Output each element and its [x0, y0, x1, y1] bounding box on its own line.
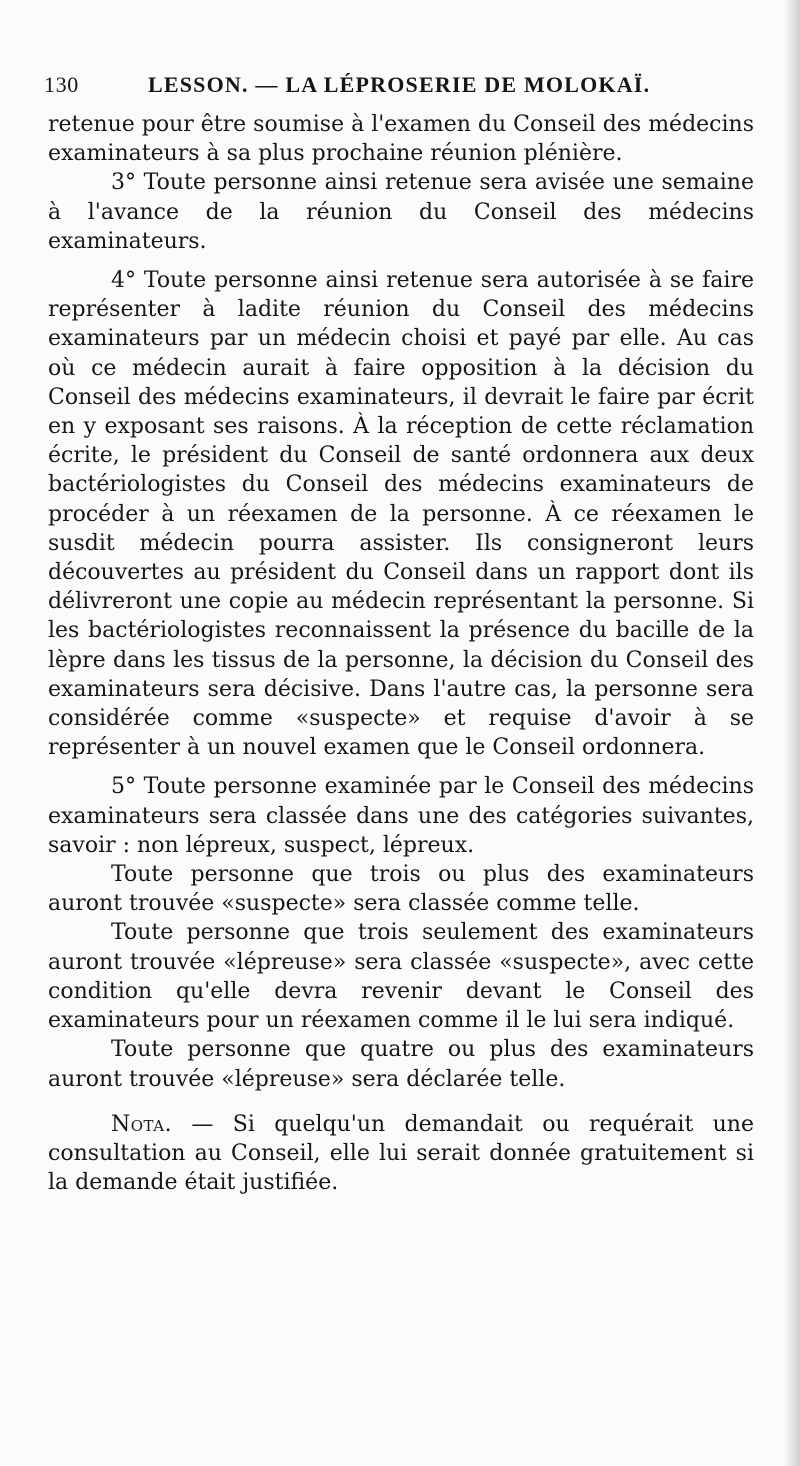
- page-edge-shadow: [784, 0, 800, 1466]
- body-text: [48, 110, 754, 1197]
- paragraph-four-examiners-rule: Toute personne que quatre ou plus des examinateurs auront trouvée «lépreuse» sera déclarée telle.: [48, 1037, 754, 1092]
- nota-text: — Si quelqu'un demandait ou requérait une consultation au Conseil, elle lui serait donnée gratuitement si la demande était justifiée.: [48, 1111, 754, 1196]
- running-head-title: LESSON. — LA LÉPROSERIE DE MOLOKAÏ.: [148, 72, 651, 97]
- paragraph-three-examiners-rule: Toute personne que trois seulement des examinateurs auront trouvée «lépreuse» sera classée «suspecte», avec cette condition qu'elle devra revenir devant le Conseil des examinateurs pour un réexamen comme il le lui sera indiqué.: [48, 920, 754, 1034]
- nota-label: Nota.: [111, 1111, 173, 1137]
- paragraph-continuation: retenue pour être soumise à l'examen du Conseil des médecins examinateurs à sa plus prochaine réunion plénière.: [48, 112, 754, 167]
- running-head: [44, 70, 754, 106]
- paragraph-item-5: 5° Toute personne examinée par le Conseil des médecins examinateurs sera classée dans une des catégories suivantes, savoir : non lépreux, suspect, lépreux.: [48, 774, 754, 858]
- paragraph-suspect-rule: Toute personne que trois ou plus des examinateurs auront trouvée «suspecte» sera classée comme telle.: [48, 862, 754, 917]
- nota-paragraph: [48, 1110, 754, 1198]
- paragraph-item-4: 4° Toute personne ainsi retenue sera autorisée à se faire représenter à ladite réunion du Conseil des médecins examinateurs par un médecin choisi et payé par elle. Au cas où ce médecin aurait à faire opposition à la décision du Conseil des médecins examinateurs, il devrait le faire par écrit en y exposant ses raisons. À la réception de cette réclamation écrite, le président du Conseil de santé ordonnera aux deux bactériologistes du Conseil des médecins examinateurs de procéder à un réexamen de la personne. À ce réexamen le susdit médecin pourra assister. Ils consigneront leurs découvertes au président du Conseil dans un rapport dont ils délivreront une copie au médecin représentant la personne. Si les bactériologistes reconnaissent la présence du bacille de la lèpre dans les tissus de la personne, la décision du Conseil des examinateurs sera décisive. Dans l'autre cas, la personne sera considérée comme «suspecte» et requise d'avoir à se représenter à un nouvel examen que le Conseil ordonnera.: [48, 268, 754, 761]
- paragraph-item-3: 3° Toute personne ainsi retenue sera avisée une semaine à l'avance de la réunion du Conseil des médecins examinateurs.: [48, 170, 754, 254]
- page-number: 130: [44, 72, 79, 97]
